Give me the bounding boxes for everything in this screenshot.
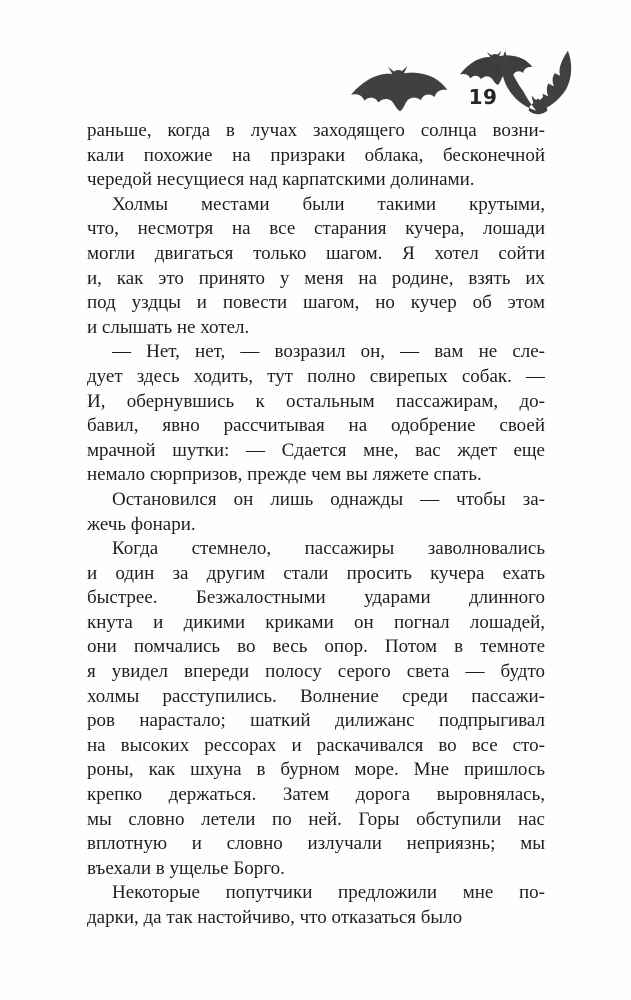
text-line: дует здесь ходить, тут полно свирепых собак. — <box>87 365 545 387</box>
text-line: мы словно летели по ней. Горы обступили нас <box>87 808 545 830</box>
text-line: немало сюрпризов, прежде чем вы ляжете спать. <box>87 464 482 486</box>
text-line: бавил, явно рассчитывая на одобрение своей <box>87 415 545 437</box>
paragraph <box>87 537 545 881</box>
text-line: могли двигаться только шагом. Я хотел сойти <box>87 242 545 264</box>
text-line: под уздцы и повести шагом, но кучер об этом <box>87 292 545 314</box>
text-line: Когда стемнело, пассажиры заволновались <box>112 538 545 560</box>
text-line: кнута и дикими криками он погнал лошадей, <box>87 611 545 633</box>
text-line: на высоких рессорах и раскачивался во все сто- <box>87 734 545 756</box>
text-line: кали похожие на призраки облака, бесконечной <box>87 144 545 166</box>
text-line: Некоторые попутчики предложили мне по- <box>112 882 545 904</box>
text-line: въехали в ущелье Борго. <box>87 857 285 879</box>
text-line: И, обернувшись к остальным пассажирам, до- <box>87 390 545 412</box>
text-line: вплотную и словно излучали неприязнь; мы <box>87 833 545 855</box>
text-line: — Нет, нет, — возразил он, — вам не сле- <box>112 341 545 363</box>
paragraph <box>87 881 545 930</box>
text-line: мрачной шутки: — Сдается мне, вас ждет еще <box>87 439 545 461</box>
paragraph <box>87 193 545 341</box>
text-line: и один за другим стали просить кучера ехать <box>87 562 545 584</box>
text-line: холмы расступились. Волнение среди пассажи- <box>87 685 545 707</box>
text-line: и, как это принято у меня на родине, взять их <box>87 267 545 289</box>
text-line: дарки, да так настойчиво, что отказаться было <box>87 907 463 928</box>
text-line: раньше, когда в лучах заходящего солнца возни- <box>87 120 545 141</box>
text-line: ров нарастало; шаткий дилижанс подпрыгивал <box>87 710 545 732</box>
paragraph <box>87 340 545 488</box>
text-line: и слышать не хотел. <box>87 316 250 338</box>
text-line: роны, как шхуна в бурном море. Мне пришлось <box>87 759 545 781</box>
text-line: я увидел впереди полосу серого света — будто <box>87 661 545 683</box>
paragraph <box>87 119 545 193</box>
text-line: чередой несущиеся над карпатскими долинами. <box>87 169 475 191</box>
text-line: Холмы местами были такими крутыми, <box>112 193 545 215</box>
text-block <box>87 119 545 931</box>
text-line: крепко держаться. Затем дорога выровнялась, <box>87 784 545 806</box>
text-line: они помчались во весь опор. Потом в темноте <box>87 636 545 658</box>
page-number: 19 <box>468 85 498 109</box>
paragraph <box>87 488 545 537</box>
text-line: быстрее. Безжалостными ударами длинного <box>87 587 545 609</box>
text-line: Остановился он лишь однажды — чтобы за- <box>112 488 545 510</box>
text-line: жечь фонари. <box>87 513 196 535</box>
text-line: что, несмотря на все старания кучера, лошади <box>87 218 545 240</box>
